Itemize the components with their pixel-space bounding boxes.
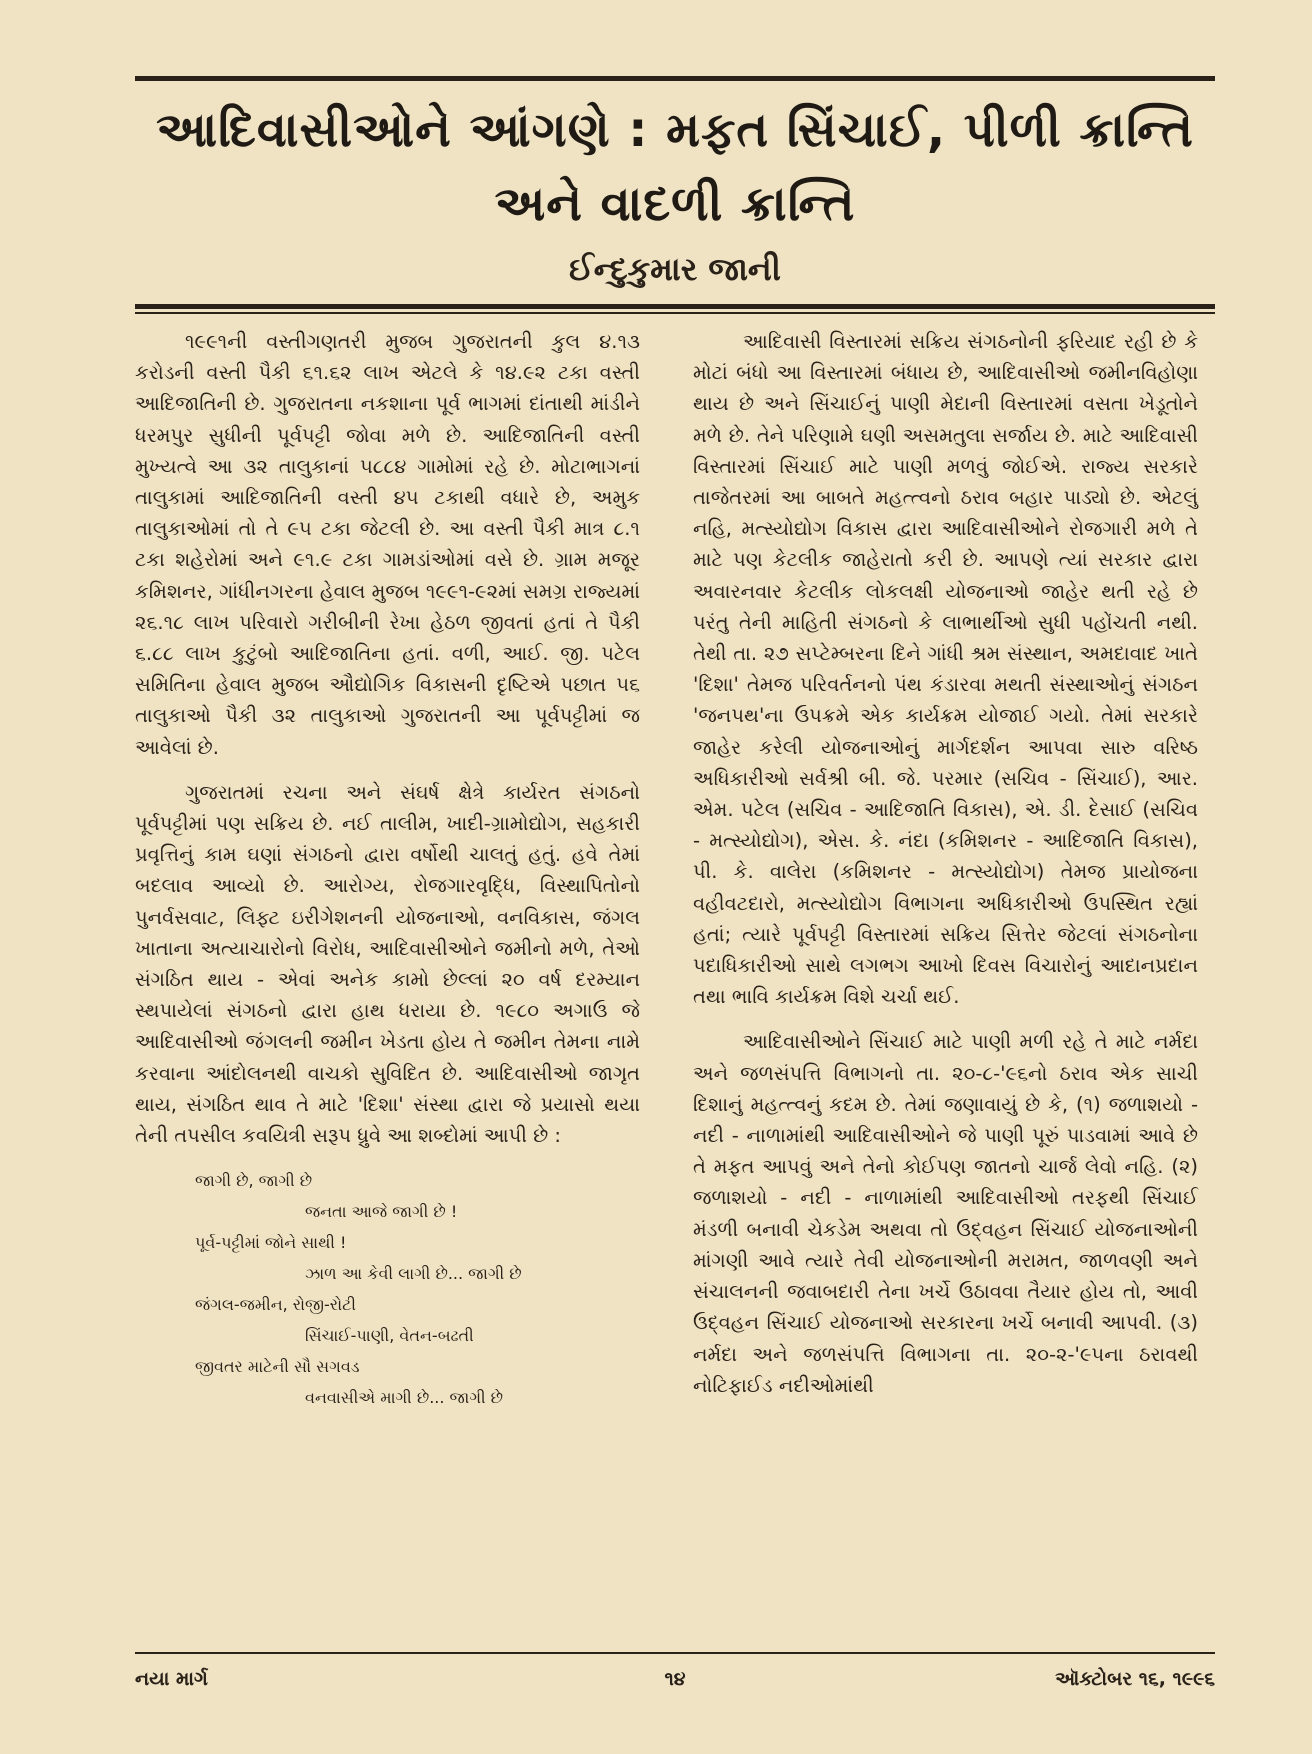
poem-line-3: પૂર્વ-પટ્ટીમાં જોને સાથી ! [195,1233,347,1253]
poem-line-4: ઝાળ આ કેવી લાગી છે... જાગી છે [305,1264,522,1284]
left-column [135,326,640,1413]
poem-line-6: સિંચાઈ-પાણી, વેતન-બઢતી [305,1326,474,1346]
article-title-line-2: અને વાદળી ક્રાન્તિ [494,176,856,232]
article-title-line-1: આદિવાસીઓને આંગણે : મફત સિંચાઈ, પીળી ક્રાન્તિ [156,102,1194,158]
poem-line-2: જનતા આજે જાગી છે ! [305,1202,458,1222]
issue-date: ઑક્ટોબર ૧૬, ૧૯૯૬ [1055,1668,1215,1690]
author-byline: ઈન્દુકુમાર જાની [569,250,781,288]
page-number: ૧૪ [664,1668,686,1690]
poem [195,1165,640,1413]
top-rule [135,76,1215,81]
left-paragraph-1: ૧૯૯૧ની વસ્તીગણતરી મુજબ ગુજરાતની કુલ ૪.૧૩ કરોડની વસ્તી પૈકી ૬૧.૬૨ લાખ એટલે કે ૧૪.૯૨ ટકા વસ્તી આદિજાતિની છે. ગુજરાતના નકશાના પૂર્વ ભાગમાં દાંતાથી માંડીને ધરમપુર સુધીની પૂર્વપટ્ટી જોવા મળે છે. આદિજાતિની વસ્તી મુખ્યત્વે આ ૩૨ તાલુકાનાં ૫૮૮૪ ગામોમાં રહે છે. મોટાભાગનાં તાલુકામાં આદિજાતિની વસ્તી ૪૫ ટકાથી વધારે છે, અમુક તાલુકાઓમાં તો તે ૯૫ ટકા જેટલી છે. આ વસ્તી પૈકી માત્ર ૮.૧ ટકા શહેરોમાં અને ૯૧.૯ ટકા ગામડાંઓમાં વસે છે. ગ્રામ મજૂર કમિશનર, ગાંધીનગરના હેવાલ મુજબ ૧૯૯૧-૯૨માં સમગ્ર રાજ્યમાં ૨૬.૧૮ લાખ પરિવારો ગરીબીની રેખા હેઠળ જીવતાં હતાં તે પૈકી ૬.૮૮ લાખ કુટુંબો આદિજાતિના હતાં. વળી, આઈ. જી. પટેલ સમિતિના હેવાલ મુજબ ઔદ્યોગિક વિકાસની દૃષ્ટિએ પછાત ૫૬ તાલુકાઓ પૈકી ૩૨ તાલુકાઓ ગુજરાતની આ પૂર્વપટ્ટીમાં જ આવેલાં છે. [135,330,640,759]
poem-line-7: જીવતર માટેની સૌ સગવડ [195,1357,360,1377]
poem-line-1: જાગી છે, જાગી છે [195,1171,313,1191]
publication-name: નયા માર્ગ [135,1668,208,1690]
right-paragraph-1: આદિવાસી વિસ્તારમાં સક્રિય સંગઠનોની ફરિયાદ રહી છે કે મોટાં બંધો આ વિસ્તારમાં બંધાય છે, આદિવાસીઓ જમીનવિહોણા થાય છે અને સિંચાઈનું પાણી મેદાની વિસ્તારમાં વસતા ખેડૂતોને મળે છે. તેને પરિણામે ઘણી અસમતુલા સર્જાય છે. માટે આદિવાસી વિસ્તારમાં સિંચાઈ માટે પાણી મળવું જોઈએ. રાજ્ય સરકારે તાજેતરમાં આ બાબતે મહત્ત્વનો ઠરાવ બહાર પાડ્યો છે. એટલું નહિ, મત્સ્યોદ્યોગ વિકાસ દ્વારા આદિવાસીઓને રોજગારી મળે તે માટે પણ કેટલીક જાહેરાતો કરી છે. આપણે ત્યાં સરકાર દ્વારા અવારનવાર કેટલીક લોકલક્ષી યોજનાઓ જાહેર થતી રહે છે પરંતુ તેની માહિતી સંગઠનો કે લાભાર્થીઓ સુધી પહોંચતી નથી. તેથી તા. ૨૭ સપ્ટેમ્બરના દિને ગાંધી શ્રમ સંસ્થાન, અમદાવાદ ખાતે 'દિશા' તેમજ પરિવર્તનનો પંથ કંડારવા મથતી સંસ્થાઓનું સંગઠન 'જનપથ'ના ઉપક્રમે એક કાર્યક્રમ યોજાઈ ગયો. તેમાં સરકારે જાહેર કરેલી યોજનાઓનું માર્ગદર્શન આપવા સારુ વરિષ્ઠ અધિકારીઓ સર્વશ્રી બી. જે. પરમાર (સચિવ - સિંચાઈ), આર. એમ. પટેલ (સચિવ - આદિજાતિ વિકાસ), એ. ડી. દેસાઈ (સચિવ - મત્સ્યોદ્યોગ), એસ. કે. નંદા (કમિશનર - આદિજાતિ વિકાસ), પી. કે. વાલેરા (કમિશનર - મત્સ્યોદ્યોગ) તેમજ પ્રાયોજના વહીવટદારો, મત્સ્યોદ્યોગ વિભાગના અધિકારીઓ ઉપસ્થિત રહ્યાં હતાં; ત્યારે પૂર્વપટ્ટી વિસ્તારમાં સક્રિય સિત્તેર જેટલાં સંગઠનોના પદાધિકારીઓ સાથે લગભગ આખો દિવસ વિચારોનું આદાનપ્રદાન તથા ભાવિ કાર્યક્રમ વિશે ચર્ચા થઈ. [693,330,1198,1009]
poem-line-8: વનવાસીએ માગી છે... જાગી છે [305,1388,504,1408]
page-footer [135,1668,1215,1698]
footer-rule [135,1652,1215,1654]
right-column [693,326,1198,1415]
header-rule-thin [135,312,1215,314]
header-rule-thick [135,304,1215,309]
right-paragraph-2: આદિવાસીઓને સિંચાઈ માટે પાણી મળી રહે તે માટે નર્મદા અને જળસંપત્તિ વિભાગનો તા. ૨૦-૮-'૯૬નો ઠરાવ એક સાચી દિશાનું મહત્ત્વનું કદમ છે. તેમાં જણાવાયું છે કે, (૧) જળાશયો - નદી - નાળામાંથી આદિવાસીઓને જે પાણી પૂરું પાડવામાં આવે છે તે મફત આપવું અને તેનો કોઈપણ જાતનો ચાર્જ લેવો નહિ. (૨) જળાશયો - નદી - નાળામાંથી આદિવાસીઓ તરફથી સિંચાઈ મંડળી બનાવી ચેકડેમ અથવા તો ઉદ્‌વહન સિંચાઈ યોજનાઓની માંગણી આવે ત્યારે તેવી યોજનાઓની મરામત, જાળવણી અને સંચાલનની જવાબદારી તેના ખર્ચે ઉઠાવવા તૈયાર હોય તો, આવી ઉદ્‌વહન સિંચાઈ યોજનાઓ સરકારના ખર્ચે બનાવી આપવી. (૩) નર્મદા અને જળસંપત્તિ વિભાગના તા. ૨૦-૨-'૯૫ના ઠરાવથી નોટિફાઈડ નદીઓમાંથી [693,1030,1198,1397]
left-paragraph-2: ગુજરાતમાં રચના અને સંઘર્ષ ક્ષેત્રે કાર્યરત સંગઠનો પૂર્વપટ્ટીમાં પણ સક્રિય છે. નઈ તાલીમ, ખાદી-ગ્રામોદ્યોગ, સહકારી પ્રવૃત્તિનું કામ ઘણાં સંગઠનો દ્વારા વર્ષોથી ચાલતું હતું. હવે તેમાં બદલાવ આવ્યો છે. આરોગ્ય, રોજગારવૃદ્ધિ, વિસ્થાપિતોનો પુનર્વસવાટ, લિફ્ટ ઇરીગેશનની યોજનાઓ, વનવિકાસ, જંગલ ખાતાના અત્યાચારોનો વિરોધ, આદિવાસીઓને જમીનો મળે, તેઓ સંગઠિત થાય - એવાં અનેક કામો છેલ્લાં ૨૦ વર્ષ દરમ્યાન સ્થપાયેલાં સંગઠનો દ્વારા હાથ ધરાયા છે. ૧૯૮૦ અગાઉ જે આદિવાસીઓ જંગલની જમીન ખેડતા હોય તે જમીન તેમના નામે કરવાના આંદોલનથી વાચકો સુવિદિત છે. આદિવાસીઓ જાગૃત થાય, સંગઠિત થાવ તે માટે 'દિશા' સંસ્થા દ્વારા જે પ્રયાસો થયા તેની તપસીલ કવયિત્રી સરૂપ ધ્રુવે આ શબ્દોમાં આપી છે : [135,780,640,1148]
poem-line-5: જંગલ-જમીન, રોજી-રોટી [195,1295,356,1315]
